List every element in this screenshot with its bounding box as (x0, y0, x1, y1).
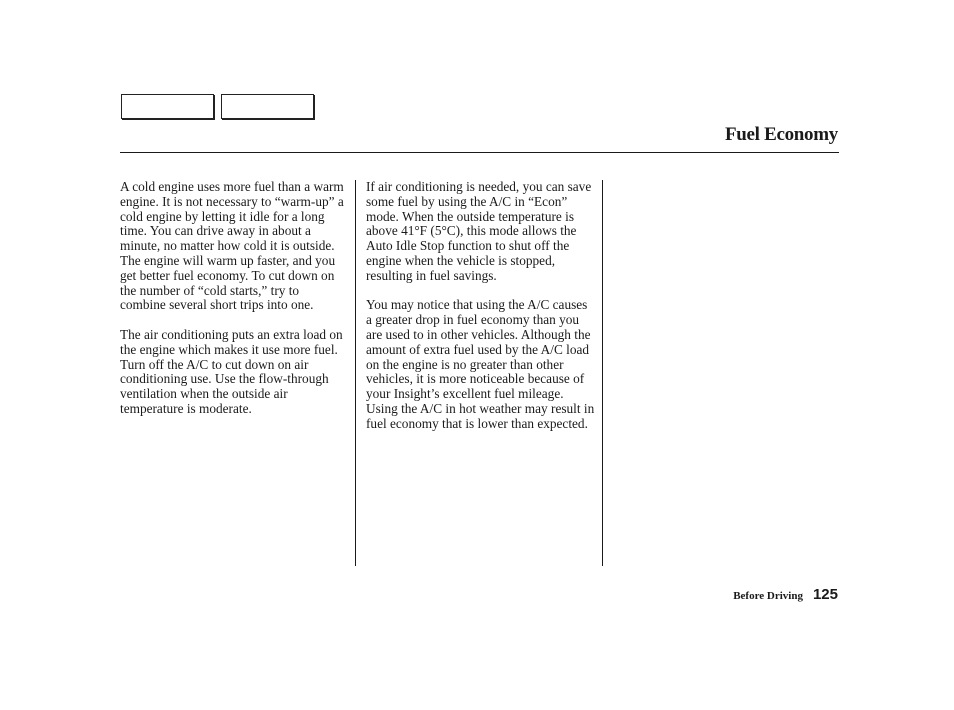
page-number: 125 (812, 586, 838, 603)
page-title: Fuel Economy (724, 124, 838, 145)
footer-section-label: Before Driving (733, 590, 803, 602)
title-divider (120, 152, 839, 153)
paragraph-cold-engine: A cold engine uses more fuel than a warm engine. It is not necessary to “warm-up” a cold engine by letting it idle for a long time. You can drive away in about a minute, no matter how cold it is outside. The engine will warm up faster, and you get better fuel economy. To cut down on the number of “cold starts,” try to combine several short trips into one. (120, 179, 344, 313)
column-divider (602, 180, 603, 566)
column-divider (355, 180, 356, 566)
paragraph-econ-mode: If air conditioning is needed, you can save some fuel by using the A/C in “Econ” mode. When the outside temperature is above 41°F (5°C), this mode allows the Auto Idle Stop function to shut off the engine when the vehicle is stopped, resulting in fuel savings. (366, 179, 592, 283)
page-footer (733, 586, 838, 603)
middle-column (366, 180, 596, 446)
nav-tab-2[interactable] (221, 94, 314, 119)
paragraph-fuel-drop: You may notice that using the A/C causes a greater drop in fuel economy than you are used to in other vehicles. Although the amount of extra fuel used by the A/C load on the engine is no greater than other vehicles, it is more noticeable because of your Insight’s excellent fuel mileage. Using the A/C in hot weather may result in fuel economy that is lower than expected. (366, 297, 595, 431)
left-column (120, 180, 346, 432)
paragraph-air-conditioning: The air conditioning puts an extra load on the engine which makes it use more fuel. Turn off the A/C to cut down on air conditioning use. Use the flow-through ventilation when the outside air temperature is moderate. (120, 326, 343, 416)
nav-tab-1[interactable] (121, 94, 214, 119)
